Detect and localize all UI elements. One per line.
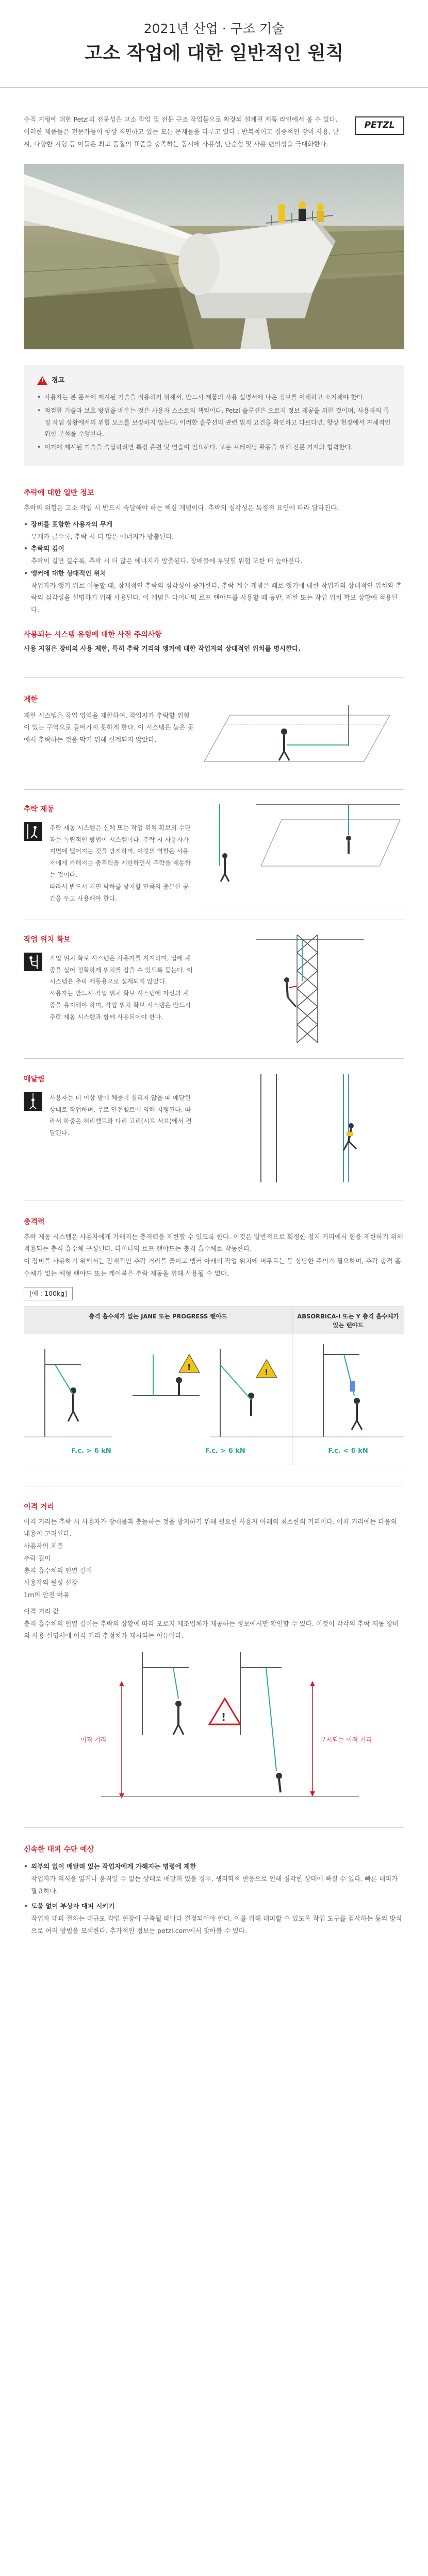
- fall-factor-label: • 장비를 포함한 사용자의 무게: [24, 518, 404, 531]
- fall-arrest-icon: [24, 822, 42, 841]
- section-divider: [24, 1058, 404, 1059]
- section-divider: [24, 789, 404, 790]
- restraint-text-col: [24, 694, 194, 772]
- system-types-section: [0, 630, 428, 655]
- wind-turbine-photo: [24, 164, 404, 349]
- restraint-text: 제한 시스템은 작업 영역을 제한하여, 작업자가 추락할 위험이 있는 구역으로 들어가지 못하게 한다. 이 시스템은 높은 곳에서 추락하는 것을 막기 위해 설계되지 않았다.: [24, 711, 194, 744]
- work-positioning-block: [24, 953, 194, 1023]
- impact-force-text: 추락 제동 시스템은 사용자에게 가해지는 충격력을 제한할 수 있도록 한다. 이것은 일반적으로 획정한 정지 거리에서 힘을 제한하기 위해 적용되는 충격 흡수체 구성된다. 다이나믹 로프 랜야드는 충격 흡수체로 작동한다.: [24, 1232, 403, 1253]
- fall-arrest-section: [0, 804, 428, 905]
- system-types-text: 사용 지침은 장비의 사용 제한, 특히 추락 거리와 앵커에 대한 작업자의 상대적인 위치를 명시한다.: [24, 644, 301, 652]
- fall-factor-detail: 무게가 클수록, 추락 시 더 많은 에너지가 방출된다.: [31, 532, 174, 540]
- mass-label: [예 : 100kg]: [24, 1287, 73, 1300]
- force-column-heading: 충격 흡수체가 없는 JANE 또는 PROGRESS 랜야드: [24, 1307, 292, 1334]
- page-header: [0, 0, 428, 88]
- work-positioning-text-col: [24, 935, 194, 1043]
- intro: [0, 88, 428, 150]
- force-column-with-absorber: [292, 1307, 404, 1465]
- system-types-heading: 사용되는 시스템 유형에 대한 사전 주의사항: [24, 630, 162, 639]
- page-title: 고소 작업에 대한 일반적인 원칙: [84, 42, 344, 64]
- force-column-no-absorber: [24, 1307, 292, 1465]
- force-column-heading: ABSORBICA-I 또는 Y 충격 흡수체가 있는 랜야드: [292, 1307, 404, 1334]
- warning-item: • 사용자는 본 문서에 제시된 기술을 적용하기 위해서, 반드시 제품의 사용 설명서에 나온 정보를 이해하고 소지해야 한다.: [37, 392, 391, 403]
- suspension-block: [24, 1092, 194, 1139]
- impact-force-value: F.c. > 6 kN: [205, 1447, 245, 1455]
- suspension-illustration: [194, 1074, 404, 1182]
- fall-factor-label: • 추락의 깊이: [24, 543, 404, 555]
- fall-arrest-text: 추락 제동 시스템은 신체 또는 작업 위치 확보의 수단과는 독립적인 방법이 시스템이다. 추락 시 사용자가 지면에 떨어지는 것을 방지하며, 이것의 역할은 사용자에게 가해지는 충격력을 제한하면서 추락을 제동하는 것이다.: [50, 824, 191, 878]
- restraint-illustration: [194, 694, 404, 772]
- rescue-item-text: 작업자 대피 절차는 대규모 작업 현장이 구축될 때마다 결정되어야 한다. 이를 위해 대피할 수 있도록 작업 도구를 검사하는 등의 방식으로 여러 방법을 모색한다. 추가적인 정보는 petzl.com에서 찾아볼 수 있다.: [31, 1914, 402, 1935]
- suspension-text-col: [24, 1074, 194, 1182]
- rescue-item-title: • 도울 없이 부상자 대피 시키기: [24, 1900, 404, 1912]
- impact-force-heading: 충격력: [24, 1217, 45, 1226]
- insufficient-clearance-label: 부시되는 이격 거리: [320, 1736, 372, 1744]
- warning-item: • 적절한 기술과 보호 방법을 배우는 것은 사용자 스스로의 책임이다. Petzl 솔루션은 오로지 정보 제공을 위한 것이며, 사용자의 특정 작업 상황에서의 위험 요소를 보장하지 않는다. 이러한 솔루션의 관련 법적 요건을 확인하고 다르다면, 항상 현장에서 자체적인 위험 분석을 수행한다.: [37, 405, 391, 439]
- fall-arrest-text-col: [24, 804, 194, 905]
- fall-factors-list: [24, 543, 404, 555]
- section-divider: [24, 677, 404, 678]
- rescue-item-text: 작업자가 의식을 잃거나 움직일 수 없는 상태로 매달려 있을 경우, 생리학적 반응으로 인해 심각한 상태에 빠질 수 있다. 빠른 대피가 필요하다.: [31, 1874, 398, 1895]
- rescue-list: [24, 1900, 404, 1912]
- work-positioning-text: 작업 위치 확보 시스템은 사용자를 지지하며, 일에 체중을 실어 정확하게 위치를 잡을 수 있도록 돕는다. 이 시스템은 추락 제동용으로 설계되지 않았다.: [50, 954, 193, 986]
- fall-arrest-illustration: [194, 804, 404, 905]
- work-positioning-note: 사용자는 반드시 작업 위치 확보 시스템에 자신의 체중을 유지해야 하며, 작업 위치 확보 시스템은 반드시 추락 제동 시스템과 함께 사용되어야 한다.: [50, 990, 191, 1021]
- rescue-item-title: • 외부의 없이 매달려 있는 작업자에게 가해지는 명령에 제한: [24, 1860, 404, 1873]
- impact-force-value: F.c. < 6 kN: [328, 1447, 368, 1455]
- section-divider: [24, 1827, 404, 1828]
- petzl-logo: PETZL: [355, 116, 404, 135]
- fall-info-section: [0, 488, 428, 616]
- impact-force-value: F.c. > 6 kN: [71, 1447, 111, 1455]
- fall-arrest-heading: 추락 제동: [24, 805, 54, 814]
- suspension-section: [0, 1074, 428, 1182]
- impact-force-table: [24, 1307, 404, 1465]
- impact-force-section: [0, 1217, 428, 1280]
- svg-text:!: !: [187, 1362, 191, 1372]
- clearance-item: 사용자의 체중: [24, 1542, 63, 1550]
- svg-text:!: !: [221, 1711, 226, 1724]
- fall-factors-list: [24, 518, 404, 531]
- suspension-heading: 매달림: [24, 1075, 45, 1083]
- warning-list: [37, 392, 391, 453]
- svg-text:!: !: [265, 1367, 269, 1377]
- work-positioning-illustration: [194, 935, 404, 1043]
- clearance-text: 이격 거리는 추락 시 사용자가 장애물과 충돌하는 것을 방지하기 위해 필요한 사용자 아래의 최소한의 거리이다. 이격 거리에는 다음의 내용이 고려된다.: [24, 1517, 397, 1538]
- intro-text: 수직 지형에 대한 Petzl의 전문성은 고소 작업 및 전문 구조 작업들으로 확장되 설계된 제품 라인에서 볼 수 있다. 이러한 제품들은 전문가들이 항상 직면하고 있는 모든 문제들을 다루고 있다 : 반복적이고 집중적인 장비 사용, 날씨, 다양한 지형 등 이들은 최고 품질의 표준을 충족하는 동시에 사용성, 단순성 및 사용 편의성을 극대화한다.: [24, 115, 339, 148]
- warning-title: 경고: [52, 376, 65, 384]
- clearance-illustration: [24, 1652, 404, 1807]
- suspension-icon: [24, 1092, 42, 1111]
- clearance-heading: 이격 거리: [24, 1502, 54, 1511]
- warning-heading: [37, 375, 391, 387]
- warning-icon: !: [37, 376, 47, 385]
- clearance-note: 충격 흡수체의 인열 길이는 추락의 상황에 따라 오로지 제조업체가 제공하는 정보에서만 확인할 수 있다. 이것이 각각의 추락 제동 장비의 사용 설명서에 이격 거리 추정치가 제시되는 이유이다.: [24, 1619, 399, 1640]
- suspension-text: 사용자는 더 이상 발에 체중이 실리지 않을 때 매달린 상태로 작업하며, 주로 안전벨트에 의해 지탱된다. 따라서 하중은 허리벨트와 다리 고리(시트 서브)에서 전달된다.: [50, 1094, 192, 1137]
- warning-box: [24, 365, 404, 467]
- impact-force-figure: [24, 1287, 404, 1465]
- clearance-item: 충격 흡수체의 인열 길이: [24, 1566, 92, 1574]
- fall-factor-label: • 앵커에 대한 상대적인 위치: [24, 567, 404, 580]
- fall-info-lead: 추락의 위험은 고소 작업 시 반드시 숙달해야 하는 핵심 개념이다. 추락의 심각성은 특정적 요인에 따라 달라진다.: [24, 504, 339, 512]
- work-positioning-icon: [24, 953, 42, 971]
- page-subtitle: 2021년 산업 · 구조 기술: [143, 21, 285, 36]
- warning-item: • 여기에 제시된 기술을 숙달하려면 특정 훈련 및 연습이 필요하다. 모든 프레이닝 활동을 위해 전문 기지와 협력한다.: [37, 442, 391, 453]
- fall-arrest-block: [24, 822, 194, 905]
- clearance-section: [0, 1502, 428, 1642]
- restraint-section: [0, 694, 428, 772]
- clearance-item: 1m의 안전 여유: [24, 1591, 70, 1599]
- rescue-list: [24, 1860, 404, 1873]
- clearance-item: 추락 길이: [24, 1554, 51, 1562]
- rescue-section: [0, 1844, 428, 1937]
- work-positioning-section: [0, 935, 428, 1043]
- fall-factors-list: [24, 567, 404, 580]
- clearance-label: 이격 거리: [80, 1736, 107, 1744]
- rescue-heading: 신속한 대피 수단 예상: [24, 1845, 94, 1854]
- force-column-body: [292, 1334, 404, 1465]
- clearance-subheading: 이격 거리 값: [24, 1607, 59, 1615]
- force-column-body: [24, 1334, 292, 1465]
- work-positioning-heading: 작업 위치 확보: [24, 935, 71, 944]
- fall-factor-detail: 작업자가 앵커 위로 이동할 때, 잠재적인 추락의 심각성이 증가한다. 추락 계수 개념은 때로 앵커에 대한 작업자의 상대적인 위치와 추락의 심각성을 설명하기 위해 사용된다. 이 개념은 다이나믹 로프 랜야드를 사용할 때 등반, 제한 또는 작업 위치 확보 상황에 적용된다.: [31, 581, 402, 614]
- fall-arrest-note: 따라서 반드시 지면 낙하를 방지할 만큼의 충분한 공간을 두고 사용해야 한다.: [50, 883, 189, 902]
- restraint-heading: 제한: [24, 695, 38, 704]
- fall-factor-detail: 추락이 길면 길수록, 추락 시 더 많은 에너지가 방출된다. 장애물에 부딪힐 위험 또한 더 높아진다.: [31, 557, 303, 565]
- impact-force-note: 이 장비를 사용하기 위해서는 잠재적인 추락 거리를 줄이고 앵커 아래의 작업 위치에 머무르는 등 상당한 주의가 필요하며, 추락 충격 흡수체가 없는 체형 랜야드 또는 케이블은 추락 제동을 위해 사용될 수 없다.: [24, 1257, 401, 1277]
- clearance-item: 사용자의 원성 신장: [24, 1579, 78, 1587]
- fall-info-heading: 추락에 대한 일반 정보: [24, 489, 94, 498]
- page-footer-space: [0, 1937, 428, 1958]
